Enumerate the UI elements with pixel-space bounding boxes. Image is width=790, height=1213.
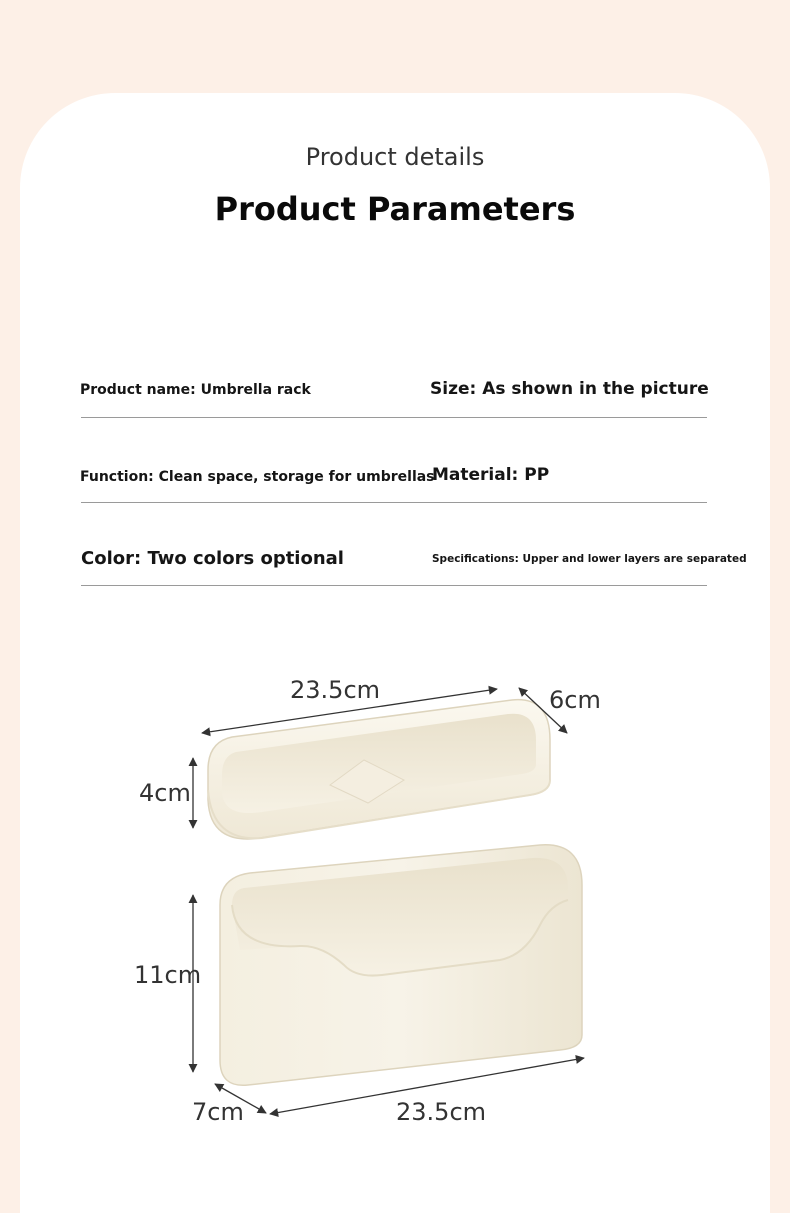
param-function: Function: Clean space, storage for umbrellas: [80, 469, 435, 485]
dimension-bottom-height: 11cm: [134, 961, 202, 989]
dimension-top-length: 23.5cm: [290, 676, 381, 704]
param-material: Material: PP: [432, 465, 550, 485]
param-size: Size: As shown in the picture: [430, 379, 709, 399]
dimension-bottom-width: 7cm: [192, 1098, 244, 1126]
param-specifications: Specifications: Upper and lower layers are separated: [432, 553, 747, 565]
lower-box: [220, 845, 582, 1085]
param-color: Color: Two colors optional: [81, 548, 344, 569]
section-subtitle: Product details: [305, 143, 485, 171]
upper-tray: [208, 700, 550, 839]
section-title: Product Parameters: [214, 190, 576, 228]
dimension-bottom-length: 23.5cm: [396, 1098, 487, 1126]
param-product-name: Product name: Umbrella rack: [80, 382, 311, 398]
dimension-top-width: 6cm: [549, 686, 601, 714]
dimension-top-height: 4cm: [139, 779, 191, 807]
